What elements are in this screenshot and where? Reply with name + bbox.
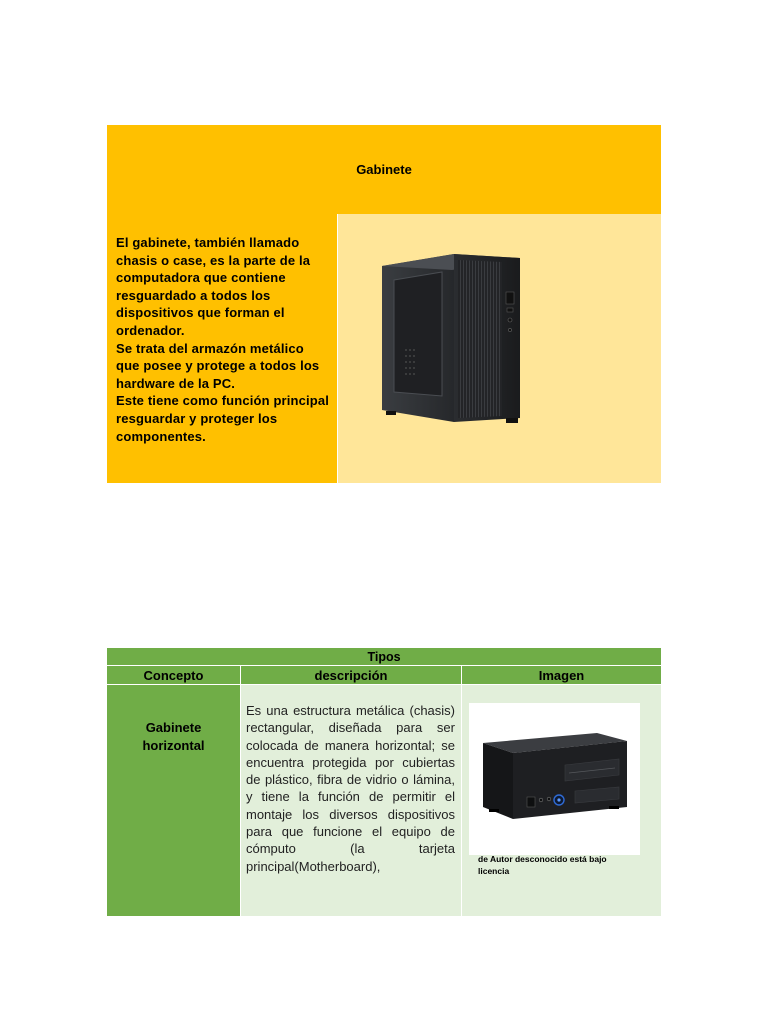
concepto-cell <box>107 685 240 916</box>
descripcion-cell <box>241 685 461 916</box>
descripcion-text: Es una estructura metálica (chasis) rectangular, diseñada para ser colocada de manera horizontal; se encuentra protegida por cubiertas de plástico, fibra de vidrio o lámina, y tiene la función de permitir el montaje los diversos dispositivos para que funcione el equipo de cómputo (la tarjeta principal(Motherboard), <box>246 703 455 874</box>
gabinete-table <box>107 125 661 483</box>
header-concepto-label: Concepto <box>143 667 204 683</box>
gabinete-image-cell <box>338 214 661 483</box>
tipos-table <box>107 648 661 916</box>
tipos-title-cell <box>107 648 661 665</box>
tipos-title: Tipos <box>367 649 401 664</box>
gabinete-description-cell <box>107 214 338 483</box>
horizontal-case-image-frame <box>469 703 640 855</box>
concepto-text: Gabinete horizontal <box>142 720 205 753</box>
header-descripcion <box>241 666 461 684</box>
header-descripcion-label: descripción <box>314 667 388 683</box>
image-caption-line1: de Autor desconocido está bajo <box>478 854 607 864</box>
gabinete-header-cell <box>107 125 661 214</box>
gabinete-description: El gabinete, también llamado chasis o case, es la parte de la computadora que contiene resguardado a todos los dispositivos que forman el ordenador. Se trata del armazón metálico que posee y protege a todos los hardware de la PC. Este tiene como función principal resguardar y proteger los componentes. <box>116 235 329 444</box>
header-imagen-label: Imagen <box>538 667 585 683</box>
horizontal-case-image <box>469 703 640 855</box>
header-concepto <box>107 666 240 684</box>
header-imagen <box>462 666 661 684</box>
image-caption-line2: licencia <box>478 866 510 876</box>
image-caption <box>478 853 661 877</box>
tower-case-image <box>382 246 526 428</box>
imagen-cell <box>462 685 661 916</box>
gabinete-title: Gabinete <box>356 162 412 177</box>
